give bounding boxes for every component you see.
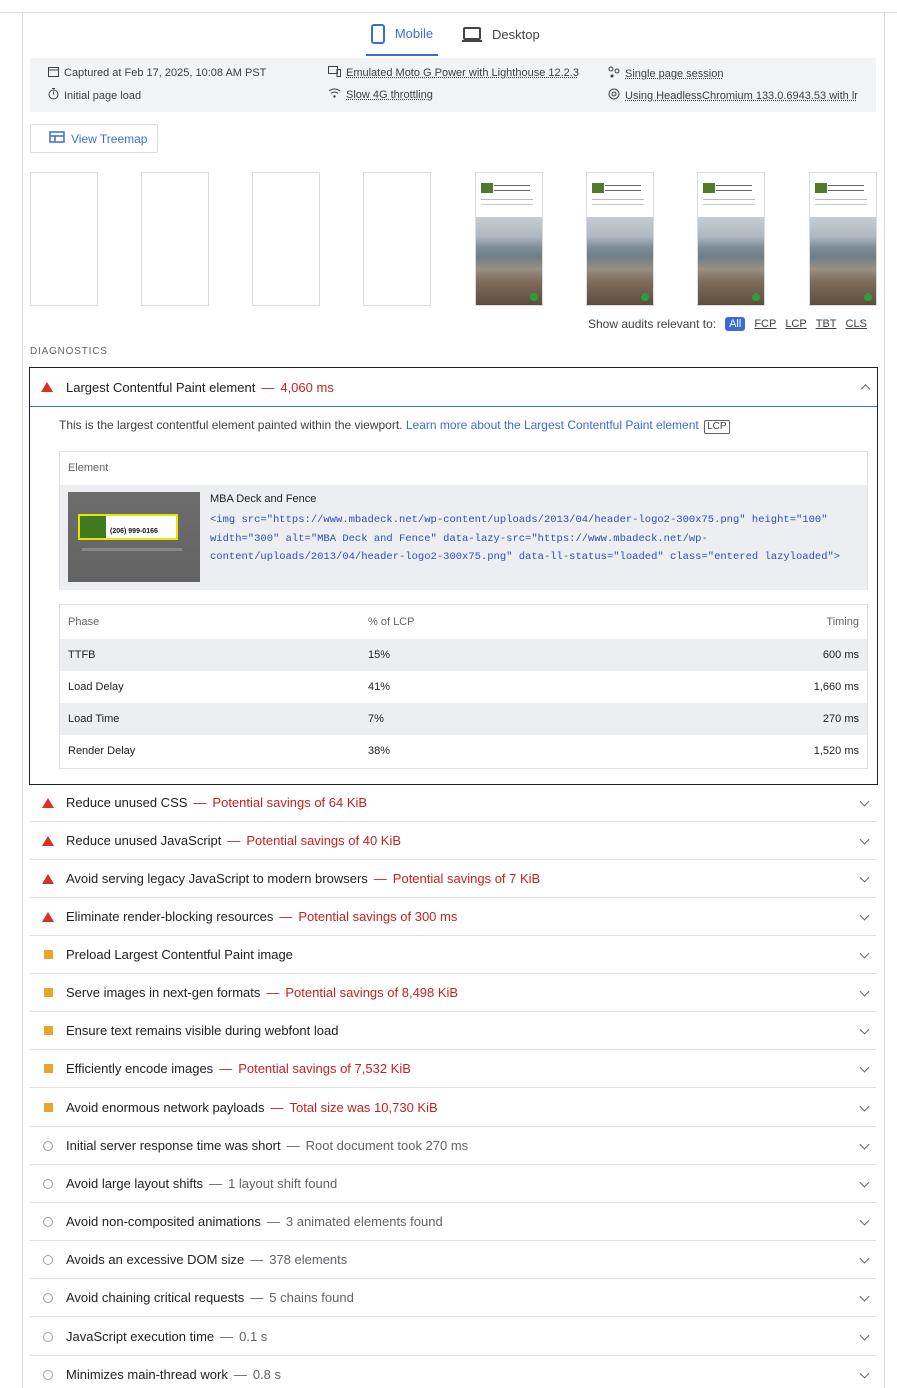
audit-row[interactable] [30, 1165, 876, 1203]
separator: — [220, 1329, 234, 1344]
phase-header: Phase [68, 616, 100, 628]
audit-detail: 1 layout shift found [228, 1176, 338, 1191]
filmstrip-frame [586, 172, 654, 306]
audit-title: Serve images in next-gen formats [66, 985, 261, 1000]
element-label: MBA Deck and Fence [210, 493, 317, 505]
average-square-icon [30, 988, 66, 997]
separator: — [270, 1100, 284, 1115]
tab-desktop-label: Desktop [492, 27, 540, 42]
initial-load-info [48, 88, 141, 103]
thumb-phone-text: (206) 999-0166 [110, 528, 158, 535]
info-circle-icon [30, 1293, 66, 1303]
chevron-down-icon[interactable] [860, 1101, 870, 1111]
wifi-icon [328, 88, 341, 101]
separator: — [209, 1176, 223, 1191]
chevron-down-icon[interactable] [860, 1215, 870, 1225]
filmstrip-frame [252, 172, 320, 306]
audit-title: Efficiently encode images [66, 1061, 214, 1076]
phase-cell: TTFB [68, 649, 96, 661]
timing-cell: 270 ms [822, 713, 859, 725]
warning-triangle-icon [41, 382, 66, 392]
filter-lcp[interactable]: LCP [785, 318, 807, 330]
audit-detail: Potential savings of 64 KiB [212, 795, 368, 810]
phase-cell: Load Delay [68, 681, 124, 693]
captured-info [48, 66, 266, 80]
element-column-header: Element [68, 462, 109, 474]
mobile-icon [371, 24, 385, 44]
timing-header: Timing [826, 616, 859, 628]
info-circle-icon [30, 1255, 66, 1265]
separator: — [266, 985, 280, 1000]
chevron-down-icon[interactable] [860, 872, 870, 882]
info-circle-icon [30, 1370, 66, 1380]
filmstrip-frame [30, 172, 98, 306]
separator: — [233, 1367, 247, 1382]
audit-row[interactable] [30, 1089, 876, 1127]
audit-detail: 3 animated elements found [285, 1214, 443, 1229]
devices-icon [328, 66, 341, 80]
filmstrip-frame [809, 172, 877, 306]
diagnostics-heading: DIAGNOSTICS [30, 346, 108, 357]
separator: — [219, 1061, 233, 1076]
fail-triangle-icon [30, 874, 66, 884]
info-circle-icon [30, 1179, 66, 1189]
audit-detail: 0.8 s [252, 1367, 282, 1382]
separator: — [250, 1252, 264, 1267]
chevron-down-icon[interactable] [860, 948, 870, 958]
filter-cls[interactable]: CLS [845, 318, 867, 330]
table-row [60, 639, 867, 671]
fail-triangle-icon [30, 798, 66, 808]
report-frame-right [884, 12, 885, 1388]
device-tabs [0, 13, 897, 56]
audit-row[interactable] [30, 1050, 876, 1088]
throttling-info[interactable] [328, 88, 433, 101]
chevron-down-icon[interactable] [860, 1330, 870, 1340]
average-square-icon [30, 1103, 66, 1112]
audit-title: Avoid large layout shifts [66, 1176, 204, 1191]
audit-detail: Potential savings of 8,498 KiB [285, 985, 459, 1000]
filmstrip-frame [141, 172, 209, 306]
audit-detail: Root document took 270 ms [305, 1138, 469, 1153]
filter-label: Show audits relevant to: [588, 317, 717, 331]
table-row [60, 735, 867, 767]
runtime-settings [30, 58, 876, 112]
info-circle-icon [30, 1332, 66, 1342]
element-screenshot [68, 492, 200, 582]
fail-triangle-icon [30, 836, 66, 846]
lcp-title: Largest Contentful Paint element [66, 379, 256, 395]
chevron-up-icon[interactable] [861, 384, 871, 394]
filter-all[interactable]: All [725, 317, 745, 331]
calendar-icon [48, 66, 59, 80]
filmstrip-frame [475, 172, 543, 306]
audit-row[interactable] [30, 1012, 876, 1050]
audit-row[interactable] [30, 1127, 876, 1165]
emulated-info[interactable] [328, 66, 579, 80]
audit-title: JavaScript execution time [66, 1329, 215, 1344]
chevron-down-icon[interactable] [860, 1139, 870, 1149]
session-text: Single page session [625, 67, 724, 80]
audit-title: Ensure text remains visible during webfont load [66, 1023, 339, 1038]
audit-row[interactable] [30, 936, 876, 974]
audit-row[interactable] [30, 784, 876, 822]
audit-title: Initial server response time was short [66, 1138, 281, 1153]
chevron-down-icon[interactable] [860, 1177, 870, 1187]
filmstrip-frame [697, 172, 765, 306]
audit-row[interactable] [30, 822, 876, 860]
audit-title: Avoid chaining critical requests [66, 1290, 245, 1305]
chevron-down-icon[interactable] [860, 1253, 870, 1263]
audit-title: Avoid non-composited animations [66, 1214, 261, 1229]
info-circle-icon [30, 1141, 66, 1151]
audit-row[interactable] [30, 1279, 876, 1317]
audit-filter [588, 317, 867, 331]
separator: — [250, 1290, 264, 1305]
audit-detail: Potential savings of 7 KiB [392, 871, 541, 886]
lcp-metric-tag: LCP [704, 420, 729, 434]
lcp-audit-header[interactable] [30, 368, 877, 407]
audit-row[interactable] [30, 1356, 876, 1388]
report-frame-left [22, 12, 23, 1388]
table-row [60, 485, 867, 590]
info-circle-icon [30, 1217, 66, 1227]
timer-icon [48, 88, 59, 103]
lcp-phase-table [59, 604, 868, 769]
session-icon [608, 66, 620, 81]
tab-desktop[interactable] [462, 13, 540, 56]
chevron-down-icon[interactable] [860, 1368, 870, 1378]
audit-title: Eliminate render-blocking resources [66, 909, 274, 924]
average-square-icon [30, 1064, 66, 1073]
separator: — [373, 871, 387, 886]
filter-fcp[interactable]: FCP [754, 318, 777, 330]
separator: — [279, 909, 293, 924]
emulated-text: Emulated Moto G Power with Lighthouse 12.2.3 [346, 67, 579, 79]
treemap-icon [49, 131, 65, 146]
chevron-down-icon[interactable] [860, 796, 870, 806]
audit-detail: Total size was 10,730 KiB [289, 1100, 438, 1115]
initial-load-text: Initial page load [64, 89, 142, 102]
audit-detail: 378 elements [269, 1252, 348, 1267]
tab-mobile[interactable] [366, 13, 438, 56]
lcp-element-table [59, 451, 868, 590]
lcp-value: 4,060 ms [280, 379, 334, 395]
separator: — [261, 379, 275, 395]
browser-info[interactable] [608, 88, 858, 103]
audit-title: Minimizes main-thread work [66, 1367, 228, 1382]
audit-detail: Potential savings of 7,532 KiB [238, 1061, 411, 1076]
phase-cell: Load Time [68, 713, 120, 725]
average-square-icon [30, 1026, 66, 1035]
view-treemap-label: View Treemap [71, 131, 148, 146]
timing-cell: 600 ms [822, 649, 859, 661]
timing-cell: 1,660 ms [813, 681, 859, 693]
table-row [60, 703, 867, 735]
table-row [60, 671, 867, 703]
separator: — [286, 1138, 300, 1153]
pct-cell: 41% [368, 681, 391, 693]
audit-title: Reduce unused CSS [66, 795, 188, 810]
audit-row[interactable] [30, 860, 876, 898]
chrome-icon [608, 88, 620, 103]
timing-cell: 1,520 ms [813, 745, 859, 757]
audit-detail: 0.1 s [239, 1329, 268, 1344]
chevron-down-icon[interactable] [860, 1024, 870, 1034]
phase-cell: Render Delay [68, 745, 136, 757]
audit-title: Preload Largest Contentful Paint image [66, 947, 293, 962]
audit-title: Reduce unused JavaScript [66, 833, 222, 848]
audit-row[interactable] [30, 1203, 876, 1241]
filmstrip-frame [363, 172, 431, 306]
audit-detail: Potential savings of 40 KiB [246, 833, 402, 848]
separator: — [266, 1214, 280, 1229]
audit-row[interactable] [30, 1318, 876, 1356]
audit-row[interactable] [30, 974, 876, 1012]
audit-row[interactable] [30, 1241, 876, 1279]
separator: — [227, 833, 241, 848]
audit-title: Avoid serving legacy JavaScript to modern browsers [66, 871, 368, 886]
chevron-down-icon[interactable] [860, 1062, 870, 1072]
throttling-text: Slow 4G throttling [346, 88, 433, 101]
audit-row[interactable] [30, 898, 876, 936]
browser-text: Using HeadlessChromium 133.0.6943.53 with lr [625, 89, 858, 102]
tab-mobile-label: Mobile [394, 26, 434, 41]
chevron-down-icon[interactable] [860, 1291, 870, 1301]
lcp-description-text: This is the largest contentful element painted within the viewport. [59, 418, 403, 432]
table-header [60, 605, 867, 639]
filter-tbt[interactable]: TBT [815, 318, 837, 330]
lcp-description [59, 418, 730, 434]
chevron-down-icon[interactable] [860, 834, 870, 844]
element-snippet: <img src="https://www.mbadeck.net/wp-content/uploads/2013/04/header-logo2-300x75.png" height="100" width="300" alt="MBA Deck and Fence" data-lazy-src="https://www.mbadeck.net/wp-content/uploads/2013/04/header-logo2-300x75.png" data-ll-status="loaded" class="entered lazyloaded"> [210, 514, 841, 563]
average-square-icon [30, 950, 66, 959]
chevron-down-icon[interactable] [860, 910, 870, 920]
lcp-learn-more-link[interactable]: Learn more about the Largest Contentful Paint element [405, 418, 699, 432]
audit-detail: Potential savings of 300 ms [298, 909, 458, 924]
audit-detail: 5 chains found [269, 1290, 354, 1305]
view-treemap-button[interactable] [30, 124, 158, 153]
pct-cell: 15% [368, 649, 391, 661]
session-info[interactable] [608, 66, 723, 81]
captured-text: Captured at Feb 17, 2025, 10:08 AM PST [64, 67, 267, 79]
audit-title: Avoid enormous network payloads [66, 1100, 265, 1115]
pct-cell: 38% [368, 745, 391, 757]
separator: — [193, 795, 207, 810]
fail-triangle-icon [30, 912, 66, 922]
pct-cell: 7% [368, 713, 384, 725]
audit-title: Avoids an excessive DOM size [66, 1252, 245, 1267]
lcp-element-audit [29, 367, 878, 785]
laptop-icon [462, 27, 482, 43]
pct-header: % of LCP [368, 616, 415, 628]
chevron-down-icon[interactable] [860, 986, 870, 996]
